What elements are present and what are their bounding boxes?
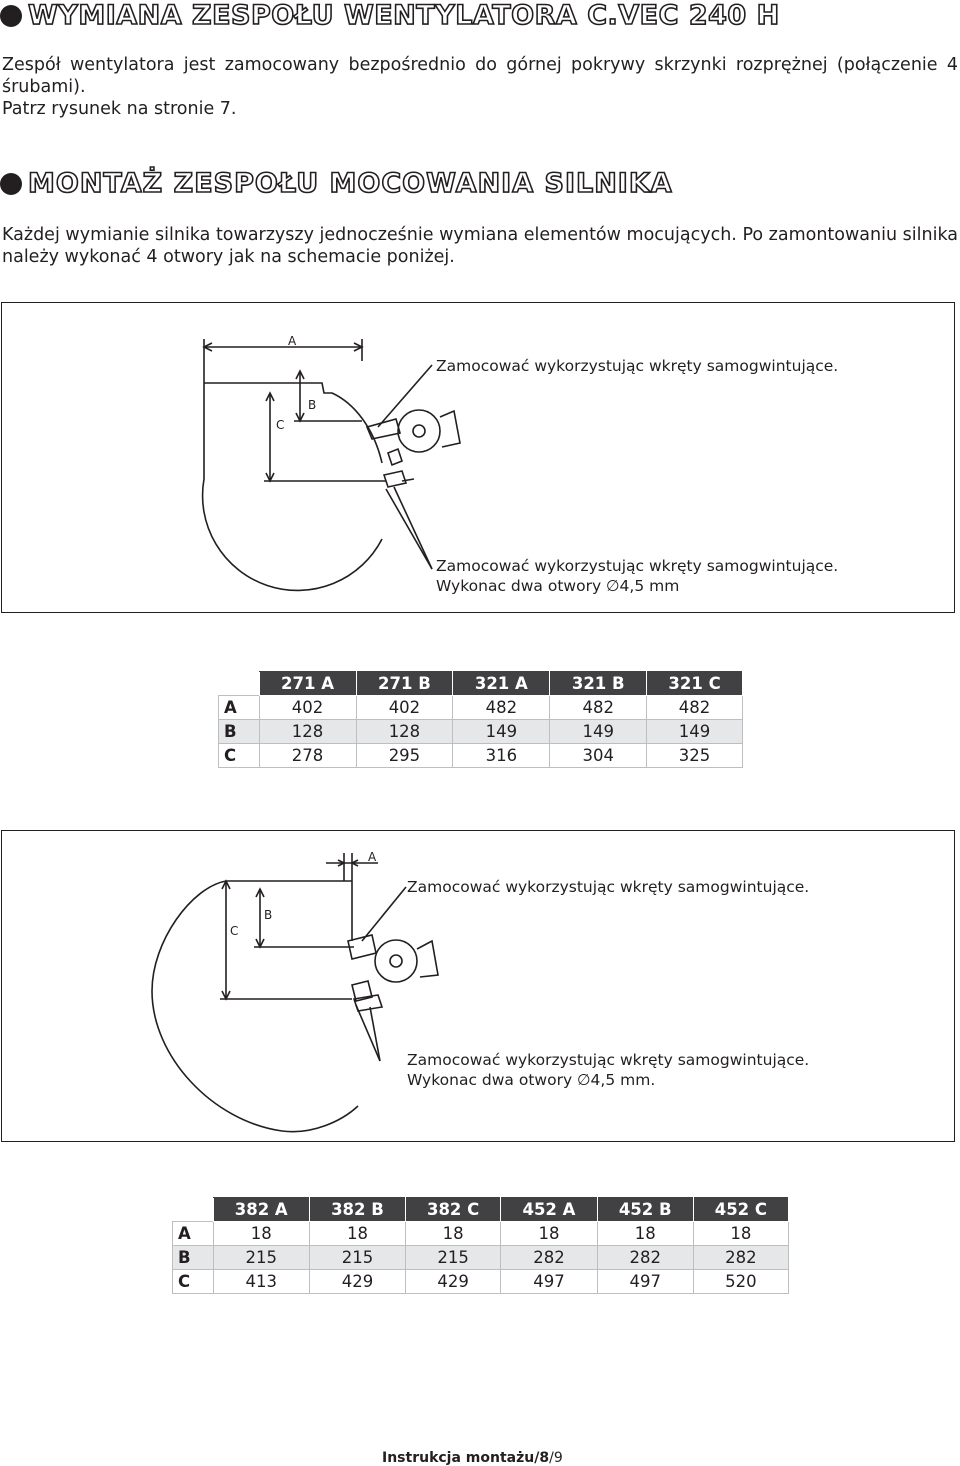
table-cell: 149 <box>550 720 647 744</box>
table-cell: 429 <box>309 1270 405 1294</box>
table-cell: 18 <box>693 1222 788 1246</box>
table-cell: 402 <box>356 696 453 720</box>
current-page-number: 8 <box>539 1450 550 1466</box>
dimension-label-b: B <box>308 398 317 412</box>
row-label: B <box>173 1246 214 1270</box>
callout-screws-top: Zamocować wykorzystując wkręty samogwintujące. <box>407 878 810 896</box>
table-cell: 282 <box>597 1246 693 1270</box>
table-cell: 18 <box>501 1222 597 1246</box>
table-cell: 215 <box>406 1246 501 1270</box>
dimensions-table-1 <box>218 671 743 768</box>
section-heading-motor-mounting <box>0 168 673 199</box>
column-header: 271 B <box>356 672 453 696</box>
table-row <box>173 1270 789 1294</box>
column-header: 271 A <box>259 672 356 696</box>
table-header-row <box>219 672 743 696</box>
column-header: 452 B <box>597 1198 693 1222</box>
page-footer <box>382 1450 563 1466</box>
table-cell: 482 <box>550 696 647 720</box>
row-label: A <box>173 1222 214 1246</box>
callout-screws-top: Zamocować wykorzystując wkręty samogwintujące. <box>436 357 839 375</box>
column-header: 321 B <box>550 672 647 696</box>
table-cell: 128 <box>356 720 453 744</box>
dimensions-table-2 <box>172 1197 789 1294</box>
table-cell: 402 <box>259 696 356 720</box>
table-corner-cell <box>173 1198 214 1222</box>
section-body: Zespół wentylatora jest zamocowany bezpośrednio do górnej pokrywy skrzynki rozprężnej (połączenie 4 śrubami). <box>2 55 958 97</box>
table-cell: 278 <box>259 744 356 768</box>
section-title: MONTAŻ ZESPOŁU MOCOWANIA SILNIKA <box>28 168 673 199</box>
table-row <box>173 1222 789 1246</box>
table-cell: 497 <box>597 1270 693 1294</box>
table-cell: 18 <box>309 1222 405 1246</box>
column-header: 452 C <box>693 1198 788 1222</box>
table-cell: 18 <box>406 1222 501 1246</box>
column-header: 452 A <box>501 1198 597 1222</box>
table-row <box>219 720 743 744</box>
callout-holes: Wykonac dwa otwory ∅4,5 mm <box>436 577 680 595</box>
table-cell: 520 <box>693 1270 788 1294</box>
bullet-icon <box>0 173 22 195</box>
table-header-row <box>173 1198 789 1222</box>
section-body: Każdej wymianie silnika towarzyszy jednocześnie wymiana elementów mocujących. Po zamontowaniu silnika należy wykonać 4 otwory jak na schemacie poniżej. <box>2 225 958 267</box>
column-header: 382 A <box>213 1198 309 1222</box>
table-cell: 282 <box>501 1246 597 1270</box>
table-cell: 18 <box>597 1222 693 1246</box>
diagram-frame-1 <box>1 302 955 613</box>
dimension-label-a: A <box>288 334 297 348</box>
table-corner-cell <box>219 672 260 696</box>
total-pages: 9 <box>553 1450 563 1466</box>
table-cell: 413 <box>213 1270 309 1294</box>
table-row <box>219 696 743 720</box>
row-label: C <box>219 744 260 768</box>
table-cell: 482 <box>453 696 550 720</box>
dimension-label-c: C <box>230 924 239 938</box>
column-header: 382 C <box>406 1198 501 1222</box>
diagram-frame-2 <box>1 830 955 1142</box>
table-cell: 282 <box>693 1246 788 1270</box>
section-title: WYMIANA ZESPOŁU WENTYLATORA C.VEC 240 H <box>28 0 780 31</box>
table-cell: 497 <box>501 1270 597 1294</box>
table-cell: 316 <box>453 744 550 768</box>
table-cell: 325 <box>647 744 743 768</box>
dimension-label-c: C <box>276 418 285 432</box>
callout-screws-bottom: Zamocować wykorzystując wkręty samogwintujące. <box>407 1051 810 1069</box>
row-label: B <box>219 720 260 744</box>
table-cell: 149 <box>453 720 550 744</box>
table-cell: 18 <box>213 1222 309 1246</box>
row-label: C <box>173 1270 214 1294</box>
table-cell: 482 <box>647 696 743 720</box>
table-row <box>173 1246 789 1270</box>
section-heading-fan-replacement <box>0 0 780 31</box>
table-cell: 128 <box>259 720 356 744</box>
row-label: A <box>219 696 260 720</box>
column-header: 382 B <box>309 1198 405 1222</box>
dimension-label-a: A <box>368 850 377 864</box>
page-separator: / <box>549 1450 554 1466</box>
footer-label: Instrukcja montażu/ <box>382 1450 540 1466</box>
table-cell: 215 <box>309 1246 405 1270</box>
table-cell: 429 <box>406 1270 501 1294</box>
section-reference: Patrz rysunek na stronie 7. <box>2 99 237 119</box>
table-cell: 295 <box>356 744 453 768</box>
column-header: 321 C <box>647 672 743 696</box>
table-row <box>219 744 743 768</box>
table-cell: 304 <box>550 744 647 768</box>
bullet-icon <box>0 5 22 27</box>
table-cell: 149 <box>647 720 743 744</box>
callout-holes: Wykonac dwa otwory ∅4,5 mm. <box>407 1071 656 1089</box>
dimension-label-b: B <box>264 908 273 922</box>
column-header: 321 A <box>453 672 550 696</box>
table-cell: 215 <box>213 1246 309 1270</box>
callout-screws-bottom: Zamocować wykorzystując wkręty samogwintujące. <box>436 557 839 575</box>
